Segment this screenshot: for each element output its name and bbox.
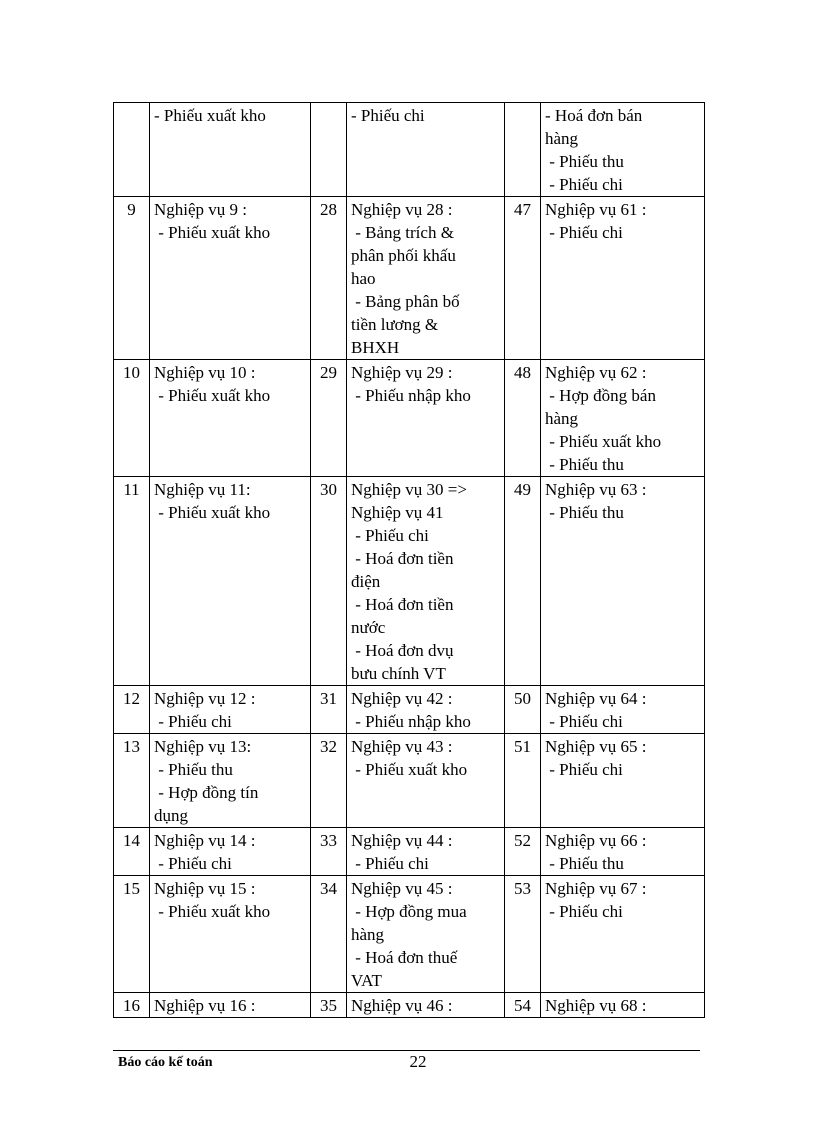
transaction-cell: [541, 734, 705, 828]
footer-divider: [113, 1050, 700, 1051]
cell-line: - Hợp đồng bán: [545, 386, 656, 405]
row-number-cell: 52: [505, 828, 541, 876]
row-number-cell: 53: [505, 876, 541, 993]
row-number-cell: 34: [311, 876, 347, 993]
cell-line: Nghiệp vụ 65 :: [545, 737, 647, 756]
row-number-cell: 35: [311, 993, 347, 1018]
transaction-cell: [150, 734, 311, 828]
cell-line: - Phiếu chi: [545, 223, 623, 242]
cell-line: - Phiếu thu: [154, 760, 233, 779]
cell-line: - Phiếu thu: [545, 152, 624, 171]
transaction-cell: [150, 828, 311, 876]
cell-line: - Phiếu thu: [545, 455, 624, 474]
cell-line: Nghiệp vụ 9 :: [154, 200, 248, 219]
cell-line: nước: [351, 618, 386, 637]
row-number-cell: [114, 103, 150, 197]
cell-line: Nghiệp vụ 16 :: [154, 996, 256, 1015]
cell-line: - Hoá đơn tiền: [351, 595, 454, 614]
transaction-cell: [347, 828, 505, 876]
row-number-cell: 47: [505, 197, 541, 360]
cell-line: dụng: [154, 806, 188, 825]
row-number-cell: 14: [114, 828, 150, 876]
row-number-cell: 32: [311, 734, 347, 828]
transaction-cell: [541, 103, 705, 197]
table-row: [114, 734, 705, 828]
cell-line: hao: [351, 269, 376, 288]
transaction-cell: [347, 876, 505, 993]
transaction-cell: [150, 103, 311, 197]
cell-line: Nghiệp vụ 63 :: [545, 480, 647, 499]
page-number: 22: [409, 1052, 427, 1071]
cell-line: điện: [351, 572, 381, 591]
cell-line: - Hoá đơn tiền: [351, 549, 454, 568]
cell-line: Nghiệp vụ 28 :: [351, 200, 453, 219]
transaction-cell: [347, 103, 505, 197]
cell-line: - Hoá đơn thuế: [351, 948, 458, 967]
cell-line: Nghiệp vụ 46 :: [351, 996, 453, 1015]
cell-line: - Phiếu chi: [545, 175, 623, 194]
transaction-cell: [541, 876, 705, 993]
cell-line: - Phiếu chi: [545, 712, 623, 731]
row-number-cell: 30: [311, 477, 347, 686]
row-number-cell: [311, 103, 347, 197]
cell-line: Nghiệp vụ 14 :: [154, 831, 256, 850]
cell-line: - Phiếu chi: [351, 526, 429, 545]
cell-line: - Phiếu nhập kho: [351, 386, 471, 405]
row-number-cell: 33: [311, 828, 347, 876]
cell-line: - Phiếu thu: [545, 854, 624, 873]
cell-line: - Phiếu xuất kho: [545, 432, 662, 451]
cell-line: - Phiếu nhập kho: [351, 712, 471, 731]
transaction-table: [113, 102, 705, 1018]
cell-line: - Bảng phân bố: [351, 292, 460, 311]
row-number-cell: [505, 103, 541, 197]
cell-line: - Hợp đồng mua: [351, 902, 467, 921]
transaction-cell: [347, 734, 505, 828]
cell-line: - Hợp đồng tín: [154, 783, 259, 802]
cell-line: phân phối khấu: [351, 246, 456, 265]
row-number-cell: 31: [311, 686, 347, 734]
transaction-cell: [150, 360, 311, 477]
row-number-cell: 12: [114, 686, 150, 734]
table-row: [114, 197, 705, 360]
cell-line: Nghiệp vụ 44 :: [351, 831, 453, 850]
cell-line: - Phiếu chi: [545, 760, 623, 779]
transaction-cell: [347, 477, 505, 686]
cell-line: - Phiếu xuất kho: [154, 223, 271, 242]
cell-line: BHXH: [351, 338, 400, 357]
row-number-cell: 13: [114, 734, 150, 828]
transaction-cell: [541, 197, 705, 360]
cell-line: - Bảng trích &: [351, 223, 454, 242]
transaction-cell: [541, 686, 705, 734]
cell-line: - Phiếu thu: [545, 503, 624, 522]
cell-line: - Phiếu xuất kho: [154, 386, 271, 405]
transaction-cell: [541, 360, 705, 477]
cell-line: Nghiệp vụ 62 :: [545, 363, 647, 382]
cell-line: - Hoá đơn bán: [545, 106, 643, 125]
table-row: [114, 103, 705, 197]
cell-line: Nghiệp vụ 12 :: [154, 689, 256, 708]
row-number-cell: 11: [114, 477, 150, 686]
cell-line: tiền lương &: [351, 315, 439, 334]
row-number-cell: 15: [114, 876, 150, 993]
cell-line: Nghiệp vụ 41: [351, 503, 444, 522]
cell-line: - Phiếu xuất kho: [351, 760, 468, 779]
cell-line: Nghiệp vụ 67 :: [545, 879, 647, 898]
table-row: [114, 993, 705, 1018]
cell-line: - Phiếu chi: [154, 854, 232, 873]
transaction-cell: [347, 686, 505, 734]
cell-line: VAT: [351, 971, 382, 990]
table-row: [114, 828, 705, 876]
table-body: [114, 103, 705, 1018]
cell-line: - Phiếu chi: [545, 902, 623, 921]
cell-line: Nghiệp vụ 30 =>: [351, 480, 467, 499]
cell-line: - Phiếu xuất kho: [154, 106, 266, 125]
cell-line: - Phiếu chi: [154, 712, 232, 731]
row-number-cell: 28: [311, 197, 347, 360]
transaction-cell: [541, 477, 705, 686]
transaction-cell: [347, 197, 505, 360]
row-number-cell: 9: [114, 197, 150, 360]
transaction-cell: [347, 993, 505, 1018]
table-row: [114, 477, 705, 686]
row-number-cell: 29: [311, 360, 347, 477]
cell-line: Nghiệp vụ 68 :: [545, 996, 647, 1015]
cell-line: hàng: [545, 409, 579, 428]
cell-line: Nghiệp vụ 61 :: [545, 200, 647, 219]
cell-line: Nghiệp vụ 42 :: [351, 689, 453, 708]
cell-line: Nghiệp vụ 13:: [154, 737, 252, 756]
cell-line: Nghiệp vụ 15 :: [154, 879, 256, 898]
cell-line: Nghiệp vụ 64 :: [545, 689, 647, 708]
cell-line: - Phiếu chi: [351, 106, 425, 125]
transaction-cell: [541, 828, 705, 876]
cell-line: hàng: [351, 925, 385, 944]
cell-line: - Hoá đơn dvụ: [351, 641, 454, 660]
cell-line: - Phiếu xuất kho: [154, 503, 271, 522]
table-row: [114, 686, 705, 734]
row-number-cell: 50: [505, 686, 541, 734]
cell-line: Nghiệp vụ 43 :: [351, 737, 453, 756]
cell-line: Nghiệp vụ 66 :: [545, 831, 647, 850]
transaction-cell: [347, 360, 505, 477]
cell-line: Nghiệp vụ 45 :: [351, 879, 453, 898]
transaction-cell: [150, 993, 311, 1018]
transaction-cell: [541, 993, 705, 1018]
transaction-cell: [150, 686, 311, 734]
cell-line: - Phiếu xuất kho: [154, 902, 271, 921]
row-number-cell: 48: [505, 360, 541, 477]
cell-line: Nghiệp vụ 10 :: [154, 363, 256, 382]
cell-line: bưu chính VT: [351, 664, 446, 683]
row-number-cell: 54: [505, 993, 541, 1018]
footer-title: Báo cáo kế toán: [118, 1055, 213, 1070]
transaction-cell: [150, 477, 311, 686]
row-number-cell: 51: [505, 734, 541, 828]
row-number-cell: 16: [114, 993, 150, 1018]
row-number-cell: 10: [114, 360, 150, 477]
cell-line: Nghiệp vụ 29 :: [351, 363, 453, 382]
table-row: [114, 876, 705, 993]
transaction-cell: [150, 876, 311, 993]
cell-line: Nghiệp vụ 11:: [154, 480, 251, 499]
cell-line: - Phiếu chi: [351, 854, 429, 873]
row-number-cell: 49: [505, 477, 541, 686]
table-row: [114, 360, 705, 477]
cell-line: hàng: [545, 129, 579, 148]
transaction-cell: [150, 197, 311, 360]
